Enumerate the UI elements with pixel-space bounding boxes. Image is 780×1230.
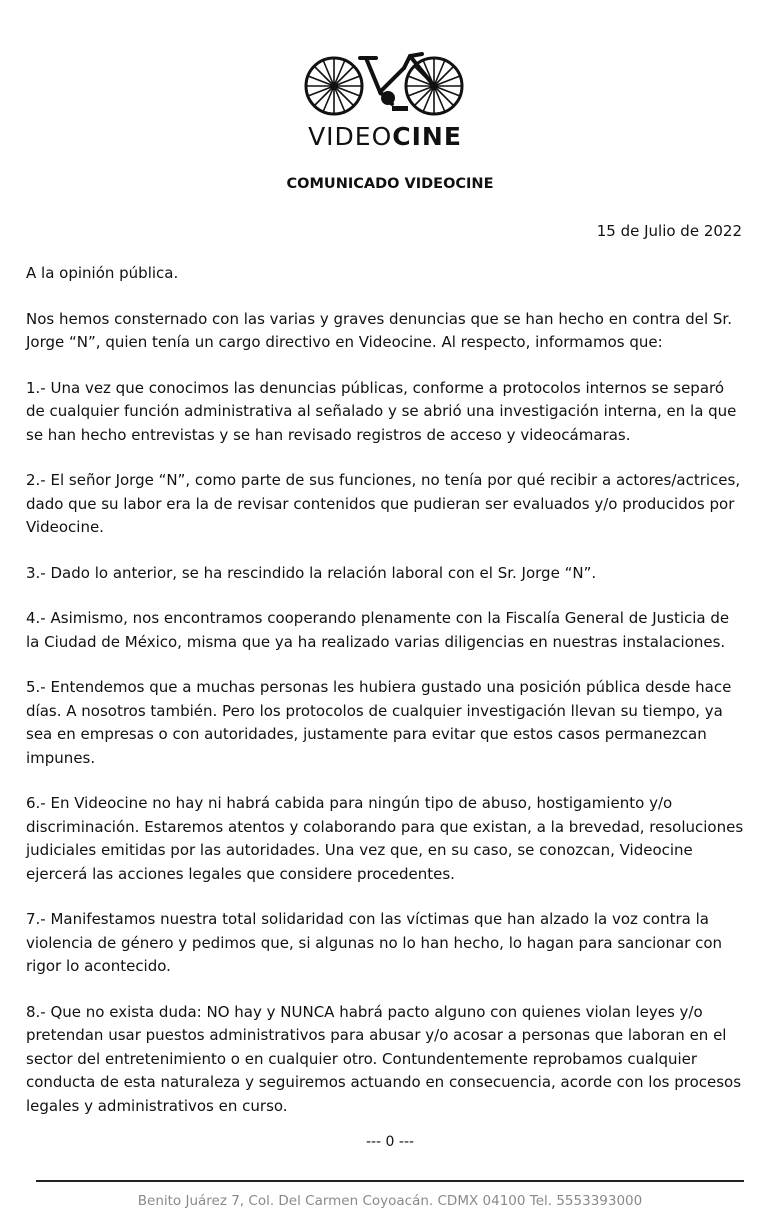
paragraph-point-2: 2.- El señor Jorge “N”, como parte de sus funciones, no tenía por qué recibir a actores/actrices, dado que su labor era la de revisar contenidos que pudieran ser evaluados y/o producidos por Videocine. <box>26 471 741 536</box>
logo-wordmark <box>300 122 470 151</box>
videocine-logo <box>300 48 470 158</box>
paragraph-point-6: 6.- En Videocine no hay ni habrá cabida para ningún tipo de abuso, hostigamiento y/o discriminación. Estaremos atentos y colaborando para que existan, a la brevedad, resoluciones judiciales emitidas por las autoridades. Una vez que, en su caso, se conozcan, Videocine ejercerá las acciones legales que considere procedentes. <box>26 794 744 883</box>
footer-address: Benito Juárez 7, Col. Del Carmen Coyoacán. CDMX 04100 Tel. 5553393000 <box>137 1193 643 1209</box>
paragraph-point-4: 4.- Asimismo, nos encontramos cooperando plenamente con la Fiscalía General de Justicia de la Ciudad de México, misma que ya ha realizado varias diligencias en nuestras instalaciones. <box>26 609 730 651</box>
footer-divider <box>36 1180 744 1182</box>
logo-word-video: VIDEO <box>308 122 393 151</box>
paragraph-point-7: 7.- Manifestamos nuestra total solidaridad con las víctimas que han alzado la voz contra la violencia de género y pedimos que, si algunas no lo han hecho, lo hagan para sancionar con rigor lo acontecido. <box>26 910 723 975</box>
document-date: 15 de Julio de 2022 <box>596 222 742 240</box>
paragraph-greeting: A la opinión pública. <box>26 264 179 282</box>
paragraph-point-5: 5.- Entendemos que a muchas personas les hubiera gustado una posición pública desde hace días. A nosotros también. Pero los protocolos de cualquier investigación llevan su tiempo, ya sea en empresas o con autoridades, justamente para evitar que estos casos permanezcan impunes. <box>26 678 732 767</box>
paragraph-intro: Nos hemos consternado con las varias y graves denuncias que se han hecho en contra del Sr. Jorge “N”, quien tenía un cargo directivo en Videocine. Al respecto, informamos que: <box>26 309 732 351</box>
document-body <box>26 262 744 1140</box>
paragraph-point-3: 3.- Dado lo anterior, se ha rescindido la relación laboral con el Sr. Jorge “N”. <box>26 563 597 582</box>
paragraph-point-8: 8.- Que no exista duda: NO hay y NUNCA habrá pacto alguno con quienes violan leyes y/o pretendan usar puestos administrativos para abusar y/o acosar a personas que laboran en el sector del entretenimiento o en cualquier otro. Contundentemente reprobamos cualquier conducta de esta naturaleza y seguiremos actuando en consecuencia, acorde con los procesos legales y administrativos en curso. <box>26 1002 742 1115</box>
logo-word-cine: CINE <box>392 122 462 151</box>
bicycle-icon <box>300 48 470 118</box>
document-title: COMUNICADO VIDEOCINE <box>286 176 494 192</box>
closing-mark: --- 0 --- <box>365 1134 415 1150</box>
paragraph-point-1: 1.- Una vez que conocimos las denuncias públicas, conforme a protocolos internos se separó de cualquier función administrativa al señalado y se abrió una investigación interna, en la que se han hecho entrevistas y se han revisado registros de acceso y videocámaras. <box>26 378 737 444</box>
